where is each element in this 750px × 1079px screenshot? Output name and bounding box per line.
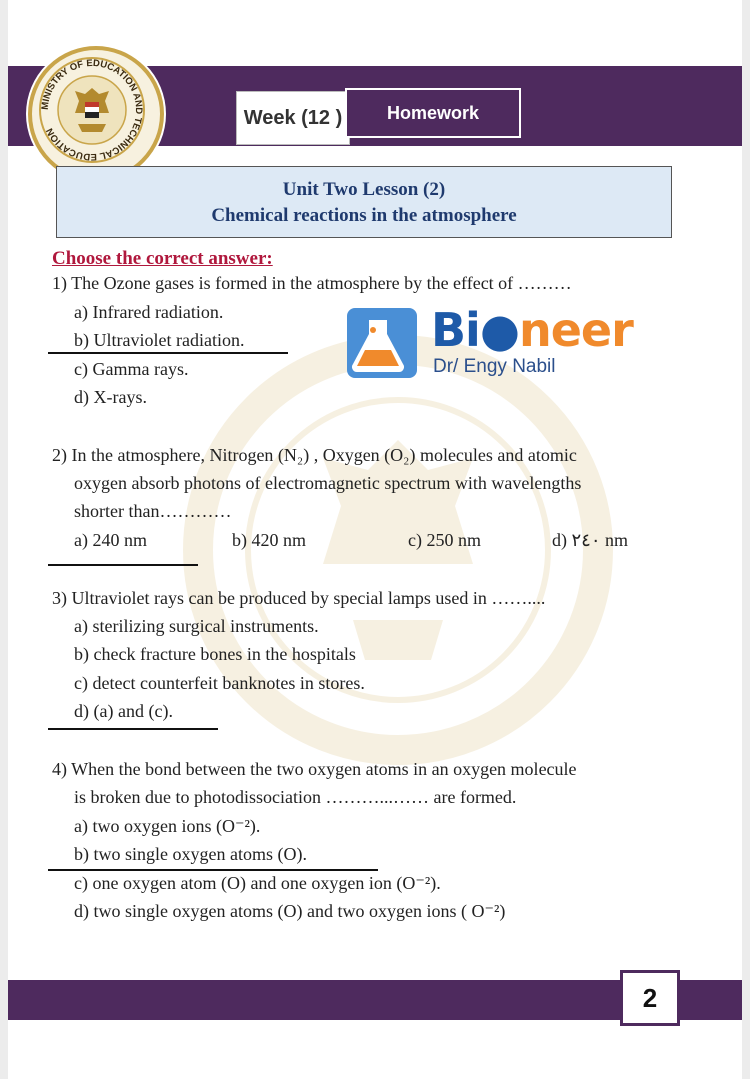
bioneer-logo: Bi●neer Dr/ Engy Nabil (343, 306, 623, 382)
question-2-option-a: a) 240 nm (74, 530, 147, 550)
question-2-option-c: c) 250 nm (408, 530, 481, 550)
page-number: 2 (620, 970, 680, 1026)
question-1-text: 1) The Ozone gases is formed in the atmosphere by the effect of ……… (52, 273, 572, 293)
question-4-line-1: 4) When the bond between the two oxygen atoms in an oxygen molecule (52, 759, 577, 779)
question-2-line-2: oxygen absorb photons of electromagnetic spectrum with wavelengths (74, 473, 582, 493)
question-1-option-c: c) Gamma rays. (74, 359, 189, 379)
question-2-line-1: 2) In the atmosphere, Nitrogen (N₂) , Oxygen (O₂) molecules and atomic (52, 445, 577, 465)
answer-underline (48, 728, 218, 730)
unit-label: Unit Two Lesson (2) (282, 179, 446, 200)
question-3-option-c: c) detect counterfeit banknotes in stores. (74, 673, 365, 693)
question-4-option-a: a) two oxygen ions (O⁻²). (74, 816, 261, 836)
svg-text:MINISTRY OF EDUCATION AND TECH: MINISTRY OF EDUCATION AND TECHNICAL EDUCATION (39, 57, 145, 163)
homework-label: Homework (345, 88, 521, 138)
answer-underline (48, 564, 198, 566)
question-4-option-b: b) two single oxygen atoms (O). (74, 844, 307, 864)
question-3-text: 3) Ultraviolet rays can be produced by special lamps used in …….... (52, 588, 546, 608)
question-4-line-2: is broken due to photodissociation ………...…… are formed. (74, 787, 517, 807)
lesson-title: Chemical reactions in the atmosphere (211, 205, 517, 226)
answer-underline (48, 352, 288, 354)
question-1-option-b: b) Ultraviolet radiation. (74, 330, 245, 350)
bioneer-author: Dr/ Engy Nabil (433, 356, 556, 377)
question-4-option-d: d) two single oxygen atoms (O) and two oxygen ions ( O⁻²) (74, 901, 506, 921)
question-2-line-3: shorter than………… (74, 501, 232, 521)
question-3-option-b: b) check fracture bones in the hospitals (74, 644, 356, 664)
question-4-option-c: c) one oxygen atom (O) and one oxygen ion (O⁻²). (74, 873, 441, 893)
worksheet-page (8, 0, 742, 1079)
question-2-option-b: b) 420 nm (232, 530, 306, 550)
lesson-title-box (56, 166, 672, 238)
week-label: Week (12 ) (236, 91, 350, 145)
question-1-option-a: a) Infrared radiation. (74, 302, 224, 322)
question-3-option-d: d) (a) and (c). (74, 701, 173, 721)
instructions-heading: Choose the correct answer: (52, 248, 273, 269)
ministry-logo (28, 46, 164, 182)
answer-underline (48, 869, 378, 871)
question-3-option-a: a) sterilizing surgical instruments. (74, 616, 319, 636)
question-1-option-d: d) X-rays. (74, 387, 147, 407)
question-2-option-d: d) ٢٤٠ nm (552, 530, 629, 550)
